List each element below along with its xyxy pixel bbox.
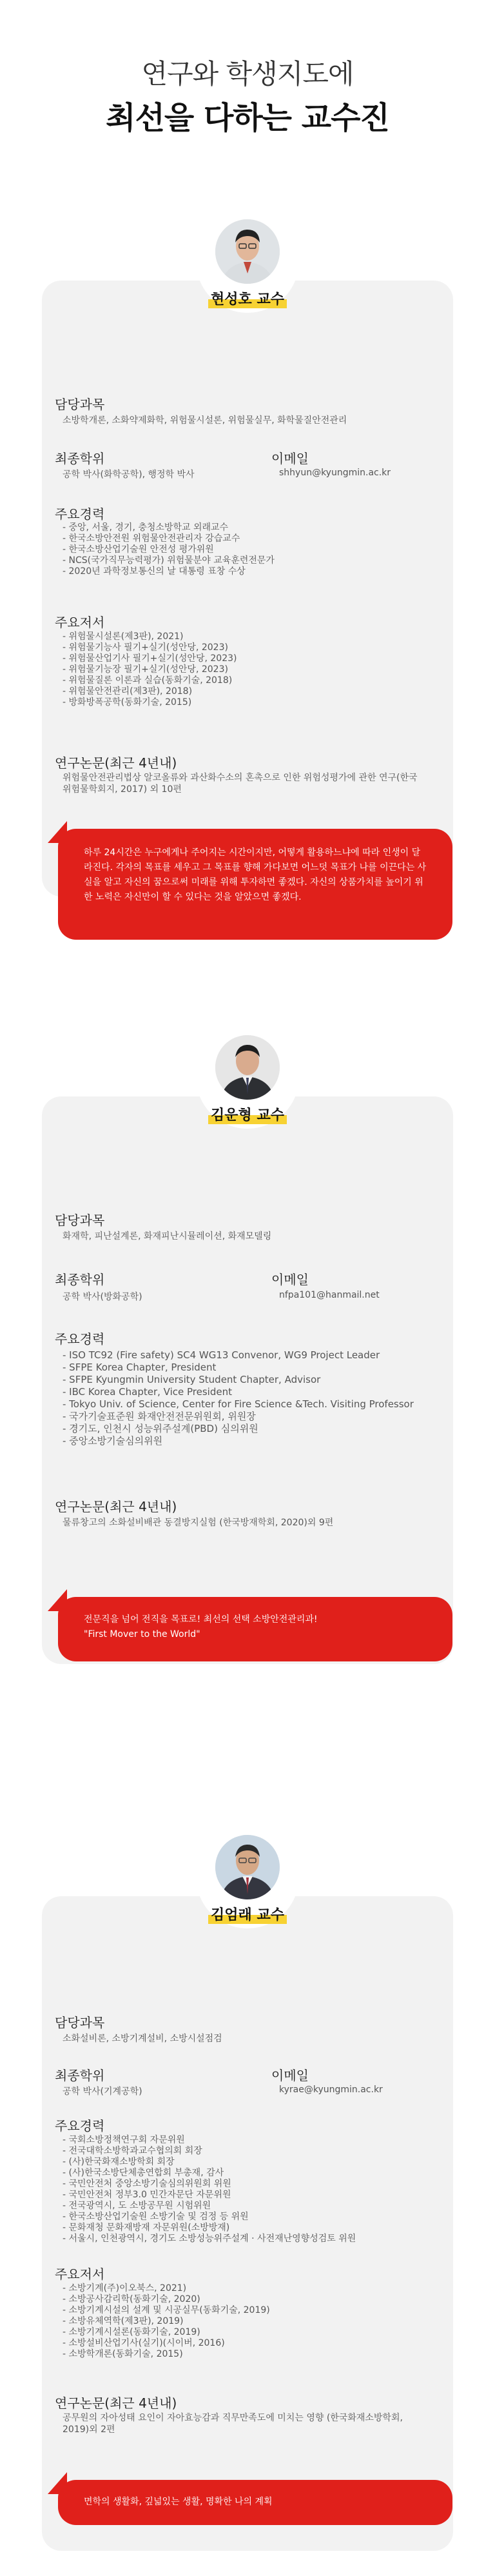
degree-heading: 최종학위 [55, 451, 105, 466]
degree-heading: 최종학위 [55, 1272, 105, 1287]
book-item: - 소방설비산업기사(실기)(시이버, 2016) [63, 2338, 225, 2348]
career-item: - 국민안전처 중앙소방기술심의위원회 위원 [63, 2179, 231, 2189]
professor-quote-1 [58, 829, 452, 940]
avatar-photo [215, 1035, 280, 1100]
email-heading: 이메일 [271, 2068, 309, 2083]
degree-text: 공학 박사(화학공학), 행정학 박사 [63, 470, 195, 480]
book-item: - 소방유체역학(제3판), 2019) [63, 2316, 184, 2326]
career-item: - 국회소방정책연구회 자문위원 [63, 2135, 185, 2145]
quote-tail [48, 821, 67, 843]
book-item: - 위험물산업기사 필기+실기(성안당, 2023) [63, 653, 237, 664]
quote-text: "First Mover to the World" [84, 1629, 200, 1640]
degree-text: 공학 박사(기계공학) [63, 2086, 142, 2097]
career-item: - SFPE Korea Chapter, President [63, 1362, 217, 1373]
courses-text: 소화설비론, 소방기계설비, 소방시설점검 [63, 2034, 222, 2044]
career-item: - 국민안전처 정부3.0 민간자문단 자문위원 [63, 2190, 231, 2200]
quote-text: 면학의 생활화, 깊넓있는 생활, 명확한 나의 계획 [84, 2497, 273, 2507]
professor-name-badge [42, 1904, 453, 1924]
papers-text: 위험물안전관리법상 알코올류와 과산화수소의 혼촉으로 인한 위험성평가에 관한 연구(한국위험물학회지, 2017) 외 10편 [63, 773, 418, 795]
avatar-photo [215, 1835, 280, 1899]
book-item: - 소방기계시설론(동화기술, 2019) [63, 2327, 200, 2337]
career-item: - 국가기술표준원 화재안전전문위원회, 위원장 [63, 1411, 256, 1422]
professor-quote-3 [58, 2480, 452, 2525]
career-item: - SFPE Kyungmin University Student Chapter, Advisor [63, 1374, 321, 1385]
courses-heading: 담당과목 [55, 2015, 105, 2030]
career-heading: 주요경력 [55, 1331, 105, 1347]
professor-card-1 [42, 281, 453, 897]
professor-name-badge [42, 288, 453, 308]
career-item: - 2020년 과학정보통신의 날 대통령 표창 수상 [63, 566, 246, 577]
career-item: - 중앙, 서울, 경기, 충청소방학교 외래교수 [63, 522, 229, 533]
papers-heading: 연구논문(최근 4년내) [55, 755, 177, 771]
book-item: - 위험물안전관리(제3판), 2018) [63, 686, 193, 697]
career-item: - 문화재청 문화재방재 자문위원(소방방재) [63, 2223, 230, 2233]
professor-name: 김운형 교수 [208, 1104, 287, 1124]
quote-text: 전문직을 넘어 전직을 목표로! 최선의 선택 소방안전관리과! [84, 1614, 318, 1625]
quote-text: 하루 24시간은 누구에게나 주어지는 시간이지만, 어떻게 활용하느냐에 따라 인생이 달라진다. 각자의 목표를 세우고 그 목표를 향해 가다보면 어느덧 목표가 나를 이끈다는 사실을 알고 자신의 꿈으로써 미래를 위해 투자하면 좋겠다. 자신의 상품가치를 높이기 위한 노력은 자신만이 할 수 있다는 것을 알았으면 좋겠다. [84, 847, 427, 902]
papers-text: 공무원의 자아성태 요인이 자아효능감과 직무만족도에 미치는 영향 (한국화재소방학회, 2019)외 2편 [63, 2413, 403, 2435]
career-item: - 한국소방안전원 위험물안전관리자 강습교수 [63, 533, 240, 544]
book-item: - 소방학개론(동화기술, 2015) [63, 2349, 183, 2359]
career-item: - 서울시, 인천광역시, 경기도 소방성능위주설계 · 사전재난영향성검토 위원 [63, 2234, 356, 2244]
book-item: - 위험물기능장 필기+실기(성안당, 2023) [63, 664, 228, 675]
career-item: - NCS(국가직무능력평가) 위험물분야 교육훈련전문가 [63, 555, 275, 566]
degree-text: 공학 박사(방화공학) [63, 1292, 142, 1302]
courses-heading: 담당과목 [55, 1213, 105, 1228]
career-heading: 주요경력 [55, 2118, 105, 2134]
book-item: - 위험물시설론(제3판), 2021) [63, 631, 184, 642]
book-item: - 소방공사감리학(동화기술, 2020) [63, 2294, 200, 2304]
career-item: - 경기도, 인천시 성능위주설계(PBD) 심의위원 [63, 1423, 258, 1434]
email-text: nfpa101@hanmail.net [279, 1290, 380, 1300]
professor-card-2 [42, 1096, 453, 1664]
career-list [63, 522, 436, 577]
quote-tail [48, 1589, 67, 1611]
hero-subtitle: 연구와 학생지도에 [141, 58, 354, 90]
email-heading: 이메일 [271, 451, 309, 466]
papers-heading: 연구논문(최근 4년내) [55, 2395, 177, 2411]
career-item: - 한국소방산업기술원 소방기술 및 검정 등 위원 [63, 2212, 249, 2222]
book-item: - 소방기계시설의 설계 및 시공실무(동화기술, 2019) [63, 2305, 270, 2315]
career-item: - ISO TC92 (Fire safety) SC4 WG13 Convenor, WG9 Project Leader [63, 1349, 380, 1361]
career-item: - 전국광역시, 도 소방공무원 시험위원 [63, 2201, 211, 2211]
avatar-photo [215, 219, 280, 284]
career-list [63, 2135, 449, 2244]
book-item: - 소방기계(주)이오북스, 2021) [63, 2283, 187, 2294]
book-item: - 위험물기능사 필기+실기(성안당, 2023) [63, 642, 228, 653]
email-text: kyrae@kyungmin.ac.kr [279, 2085, 383, 2095]
career-item: - Tokyo Univ. of Science, Center for Fire Science &Tech. Visiting Professor [63, 1398, 414, 1410]
book-item: - 위험물질론 이론과 실습(동화기술, 2018) [63, 675, 233, 686]
career-heading: 주요경력 [55, 506, 105, 522]
professor-card-3 [42, 1896, 453, 2551]
courses-text: 화재학, 피난설계론, 화재피난시뮬레이션, 화재모델링 [63, 1231, 272, 1242]
career-item: - (사)한국소방단체총연합회 부총재, 감사 [63, 2168, 224, 2178]
career-item: - 중앙소방기술심의위원 [63, 1435, 163, 1447]
quote-tail [48, 2472, 67, 2494]
degree-heading: 최종학위 [55, 2068, 105, 2083]
email-heading: 이메일 [271, 1272, 309, 1287]
professor-name-badge [42, 1104, 453, 1124]
professor-quote-2 [58, 1597, 452, 1661]
hero-title: 최선을 다하는 교수진 [106, 100, 389, 136]
email-text: shhyun@kyungmin.ac.kr [279, 468, 391, 478]
career-item: - 한국소방산업기술원 안전성 평가위원 [63, 544, 214, 555]
courses-heading: 담당과목 [55, 397, 105, 412]
courses-text: 소방학개론, 소화약제화학, 위험물시설론, 위험물실무, 화학물질안전관리 [63, 415, 347, 426]
career-item: - 전국대학소방학과교수협의회 회장 [63, 2146, 202, 2156]
career-list [63, 1349, 449, 1447]
professor-name: 현성호 교수 [208, 288, 287, 308]
career-item: - IBC Korea Chapter, Vice President [63, 1386, 232, 1398]
papers-text: 물류창고의 소화설비배관 동결방지실험 (한국방재학회, 2020)외 9편 [63, 1518, 334, 1528]
book-item: - 방화방폭공학(동화기술, 2015) [63, 697, 192, 708]
hero-header [0, 0, 495, 148]
books-heading: 주요저서 [55, 2266, 105, 2282]
books-list [63, 631, 436, 708]
books-list [63, 2283, 436, 2360]
professor-name: 김엄래 교수 [208, 1904, 287, 1924]
books-heading: 주요저서 [55, 615, 105, 630]
career-item: - (사)한국화재소방학회 회장 [63, 2157, 175, 2167]
papers-heading: 연구논문(최근 4년내) [55, 1499, 177, 1514]
